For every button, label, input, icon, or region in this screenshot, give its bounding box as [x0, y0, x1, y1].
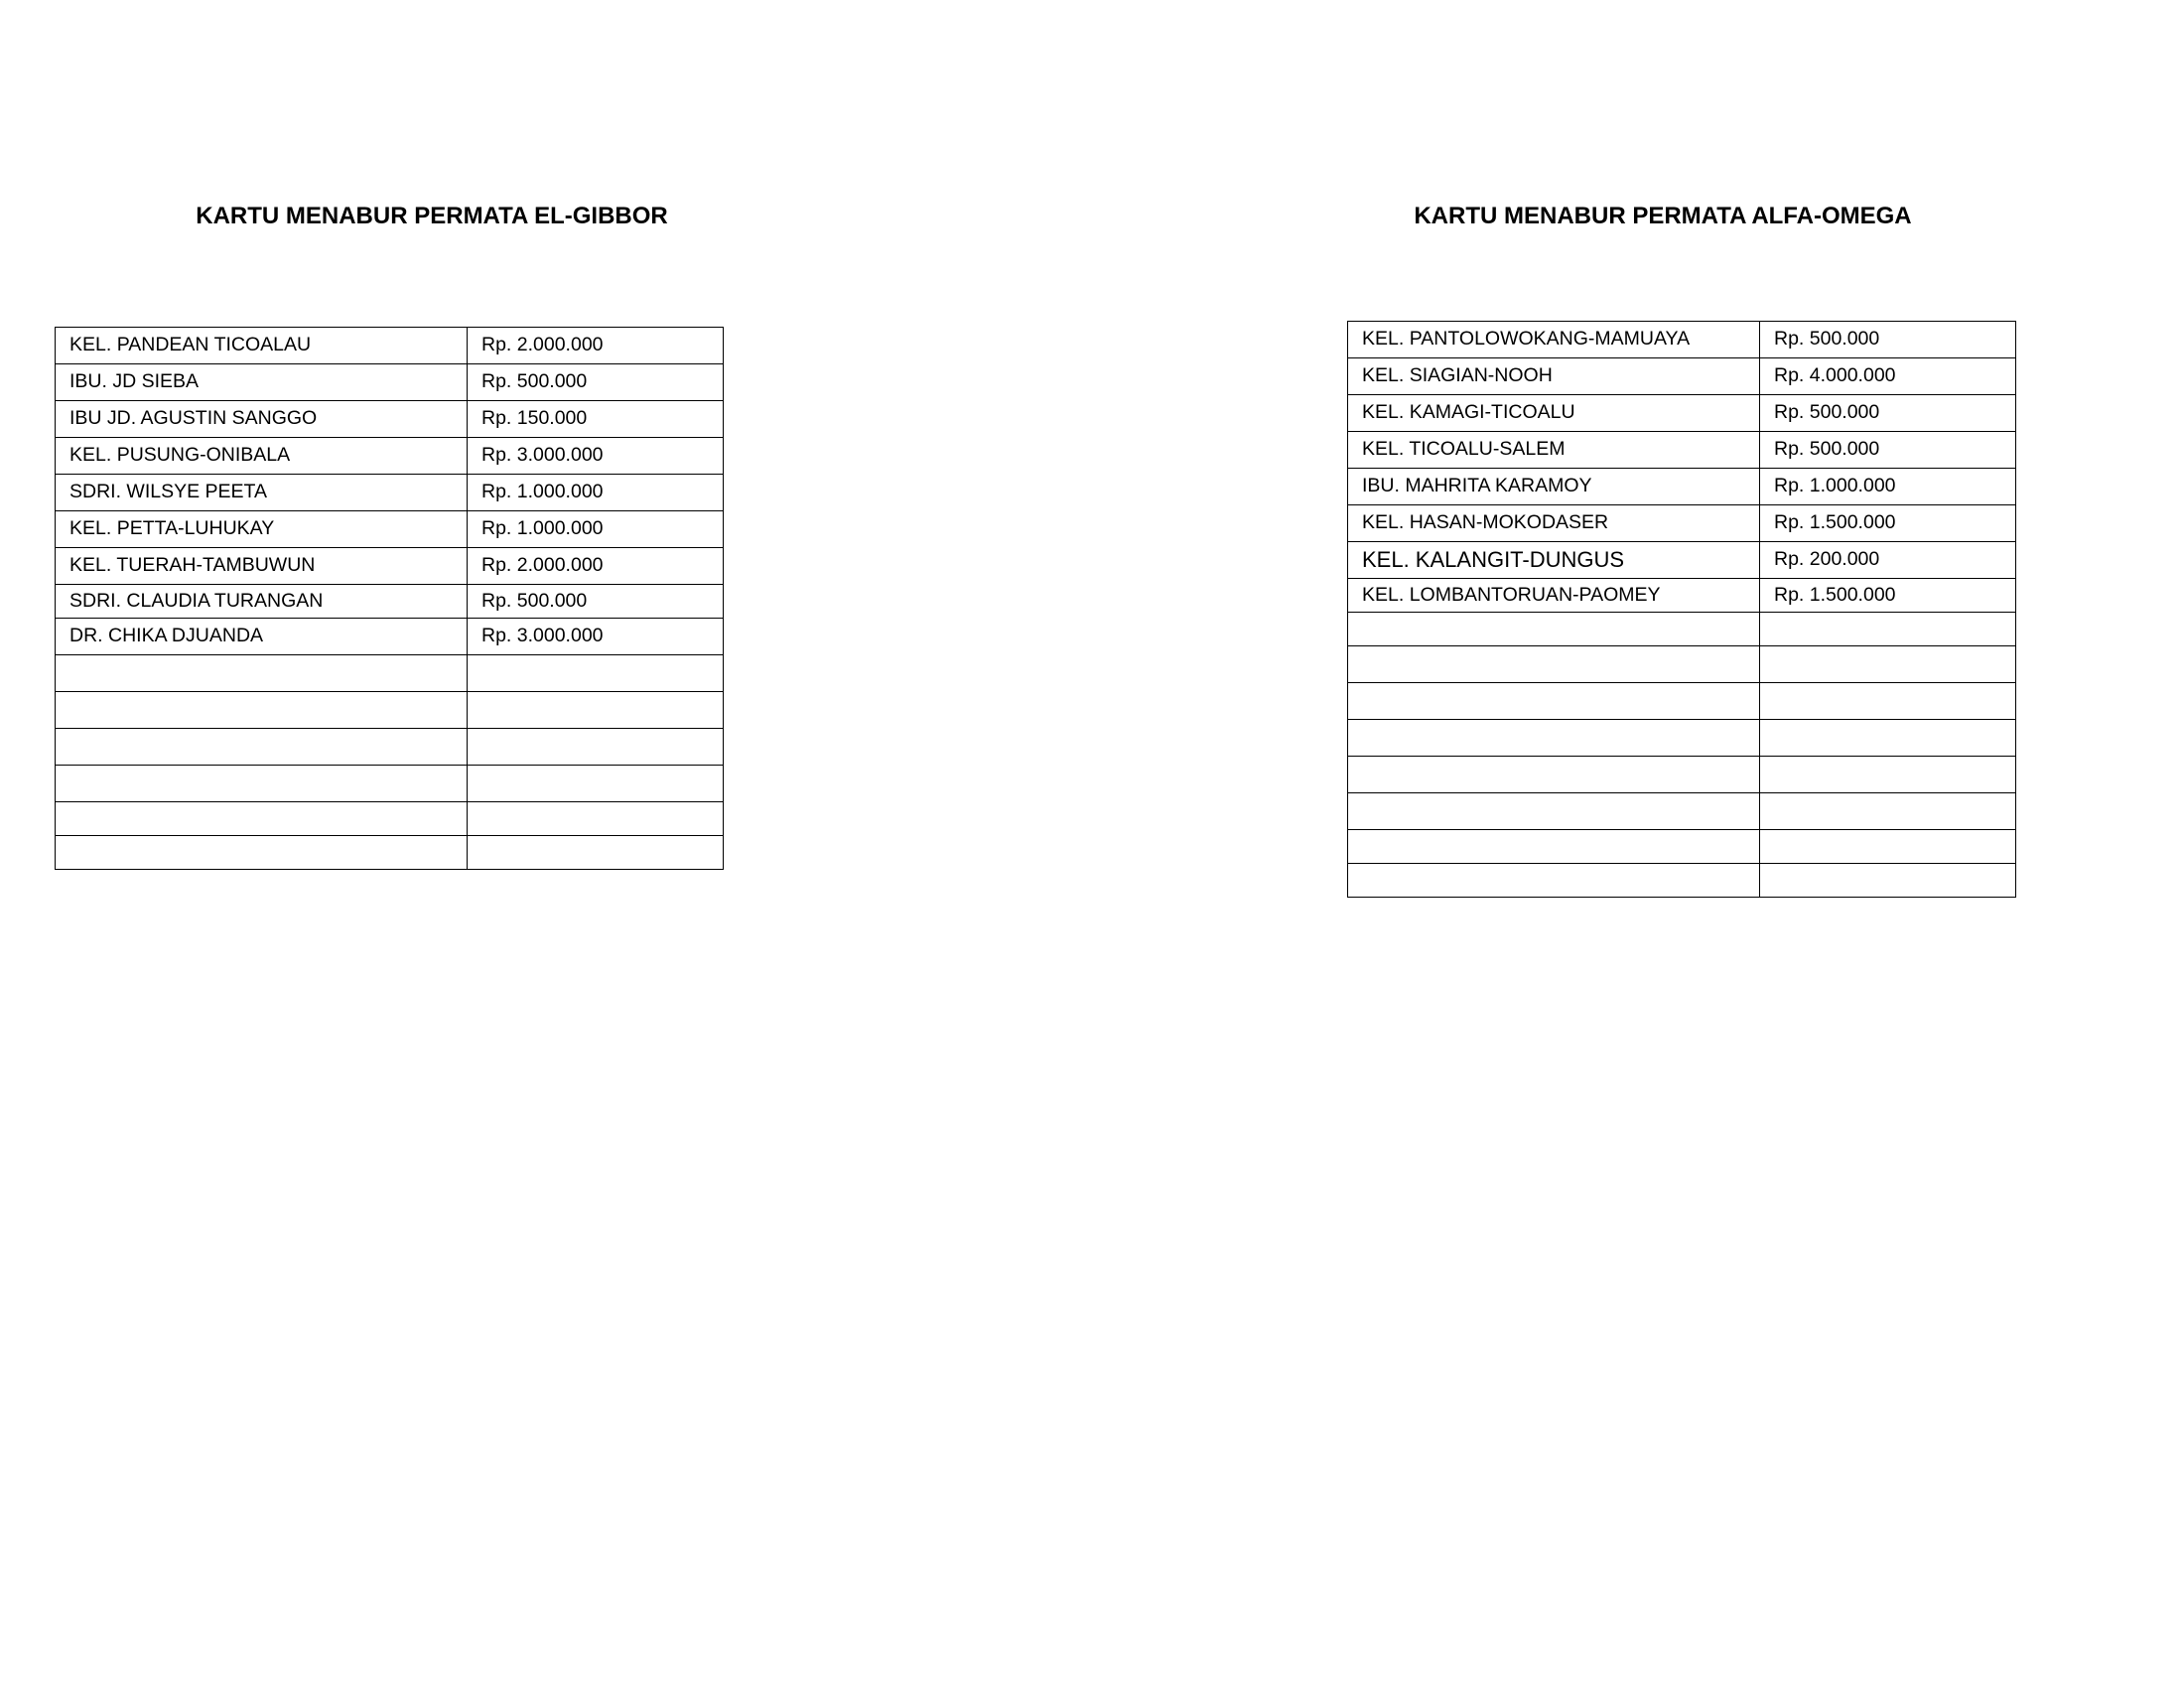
donor-name-cell: SDRI. WILSYE PEETA	[56, 475, 468, 511]
donation-amount-cell: Rp. 500.000	[1760, 322, 2016, 358]
donation-amount-cell: Rp. 500.000	[1760, 395, 2016, 432]
donation-amount-cell: Rp. 200.000	[1760, 542, 2016, 579]
table-row	[56, 619, 724, 655]
donor-name-cell	[56, 766, 468, 802]
table-row	[1348, 646, 2016, 683]
donor-name-cell: KEL. PANDEAN TICOALAU	[56, 328, 468, 364]
donation-amount-cell: Rp. 1.000.000	[468, 511, 724, 548]
table-row	[1348, 864, 2016, 898]
donor-name-cell	[56, 655, 468, 692]
donation-amount-cell	[468, 655, 724, 692]
donation-amount-cell: Rp. 150.000	[468, 401, 724, 438]
donation-amount-cell: Rp. 500.000	[1760, 432, 2016, 469]
donation-amount-cell: Rp. 500.000	[468, 585, 724, 619]
donation-table-body	[1348, 322, 2016, 898]
donor-name-cell: KEL. PANTOLOWOKANG-MAMUAYA	[1348, 322, 1760, 358]
table-row	[56, 401, 724, 438]
donation-table-alfa-omega	[1347, 321, 2016, 898]
donation-amount-cell	[1760, 646, 2016, 683]
donation-amount-cell	[1760, 793, 2016, 830]
table-row	[56, 364, 724, 401]
donation-amount-cell	[468, 766, 724, 802]
donation-table-el-gibbor	[55, 327, 724, 870]
donation-amount-cell	[1760, 613, 2016, 646]
donor-name-cell: SDRI. CLAUDIA TURANGAN	[56, 585, 468, 619]
donation-amount-cell	[468, 692, 724, 729]
donor-name-cell	[56, 836, 468, 870]
table-row	[1348, 469, 2016, 505]
table-row	[56, 548, 724, 585]
table-row	[1348, 830, 2016, 864]
donation-amount-cell: Rp. 1.500.000	[1760, 505, 2016, 542]
table-row	[56, 511, 724, 548]
table-row	[56, 585, 724, 619]
donation-amount-cell: Rp. 2.000.000	[468, 548, 724, 585]
donor-name-cell: IBU. MAHRITA KARAMOY	[1348, 469, 1760, 505]
table-row	[56, 692, 724, 729]
table-row	[1348, 542, 2016, 579]
donor-name-cell	[1348, 830, 1760, 864]
donor-name-cell: IBU. JD SIEBA	[56, 364, 468, 401]
donation-amount-cell: Rp. 3.000.000	[468, 438, 724, 475]
donation-amount-cell	[1760, 757, 2016, 793]
donor-name-cell: KEL. PUSUNG-ONIBALA	[56, 438, 468, 475]
donor-name-cell: KEL. KAMAGI-TICOALU	[1348, 395, 1760, 432]
donation-amount-cell	[1760, 864, 2016, 898]
donor-name-cell	[56, 802, 468, 836]
donor-name-cell	[1348, 613, 1760, 646]
table-row	[1348, 579, 2016, 613]
donor-name-cell: KEL. TUERAH-TAMBUWUN	[56, 548, 468, 585]
donor-name-cell: KEL. PETTA-LUHUKAY	[56, 511, 468, 548]
donor-name-cell	[56, 729, 468, 766]
table-row	[1348, 322, 2016, 358]
table-row	[1348, 358, 2016, 395]
table-row	[56, 729, 724, 766]
table-row	[1348, 613, 2016, 646]
donation-amount-cell: Rp. 3.000.000	[468, 619, 724, 655]
table-row	[56, 438, 724, 475]
table-row	[1348, 505, 2016, 542]
table-row	[1348, 395, 2016, 432]
table-row	[56, 328, 724, 364]
table-row	[56, 802, 724, 836]
donor-name-cell	[1348, 720, 1760, 757]
table-row	[1348, 757, 2016, 793]
donation-table-body	[56, 328, 724, 870]
donation-amount-cell	[468, 729, 724, 766]
donation-amount-cell	[468, 836, 724, 870]
donor-name-cell: KEL. SIAGIAN-NOOH	[1348, 358, 1760, 395]
table-row	[1348, 683, 2016, 720]
table-row	[56, 836, 724, 870]
table-row	[56, 475, 724, 511]
donation-amount-cell: Rp. 1.500.000	[1760, 579, 2016, 613]
donor-name-cell	[1348, 683, 1760, 720]
donor-name-cell: DR. CHIKA DJUANDA	[56, 619, 468, 655]
donor-name-cell: KEL. HASAN-MOKODASER	[1348, 505, 1760, 542]
table-row	[1348, 793, 2016, 830]
table-row	[56, 766, 724, 802]
card-title-el-gibbor: KARTU MENABUR PERMATA EL-GIBBOR	[196, 203, 668, 229]
donation-amount-cell: Rp. 1.000.000	[1760, 469, 2016, 505]
donor-name-cell	[1348, 864, 1760, 898]
donation-amount-cell: Rp. 1.000.000	[468, 475, 724, 511]
donation-amount-cell	[468, 802, 724, 836]
donation-amount-cell	[1760, 830, 2016, 864]
donor-name-cell	[56, 692, 468, 729]
donor-name-cell	[1348, 646, 1760, 683]
donor-name-cell	[1348, 757, 1760, 793]
card-title-alfa-omega: KARTU MENABUR PERMATA ALFA-OMEGA	[1414, 203, 1912, 229]
donor-name-cell: KEL. LOMBANTORUAN-PAOMEY	[1348, 579, 1760, 613]
donation-amount-cell: Rp. 2.000.000	[468, 328, 724, 364]
donor-name-cell	[1348, 793, 1760, 830]
donor-name-cell: KEL. TICOALU-SALEM	[1348, 432, 1760, 469]
table-row	[1348, 720, 2016, 757]
donation-amount-cell: Rp. 4.000.000	[1760, 358, 2016, 395]
donor-name-cell: KEL. KALANGIT-DUNGUS	[1348, 542, 1760, 579]
donation-amount-cell	[1760, 720, 2016, 757]
table-row	[1348, 432, 2016, 469]
donor-name-cell: IBU JD. AGUSTIN SANGGO	[56, 401, 468, 438]
donation-amount-cell: Rp. 500.000	[468, 364, 724, 401]
table-row	[56, 655, 724, 692]
donation-amount-cell	[1760, 683, 2016, 720]
